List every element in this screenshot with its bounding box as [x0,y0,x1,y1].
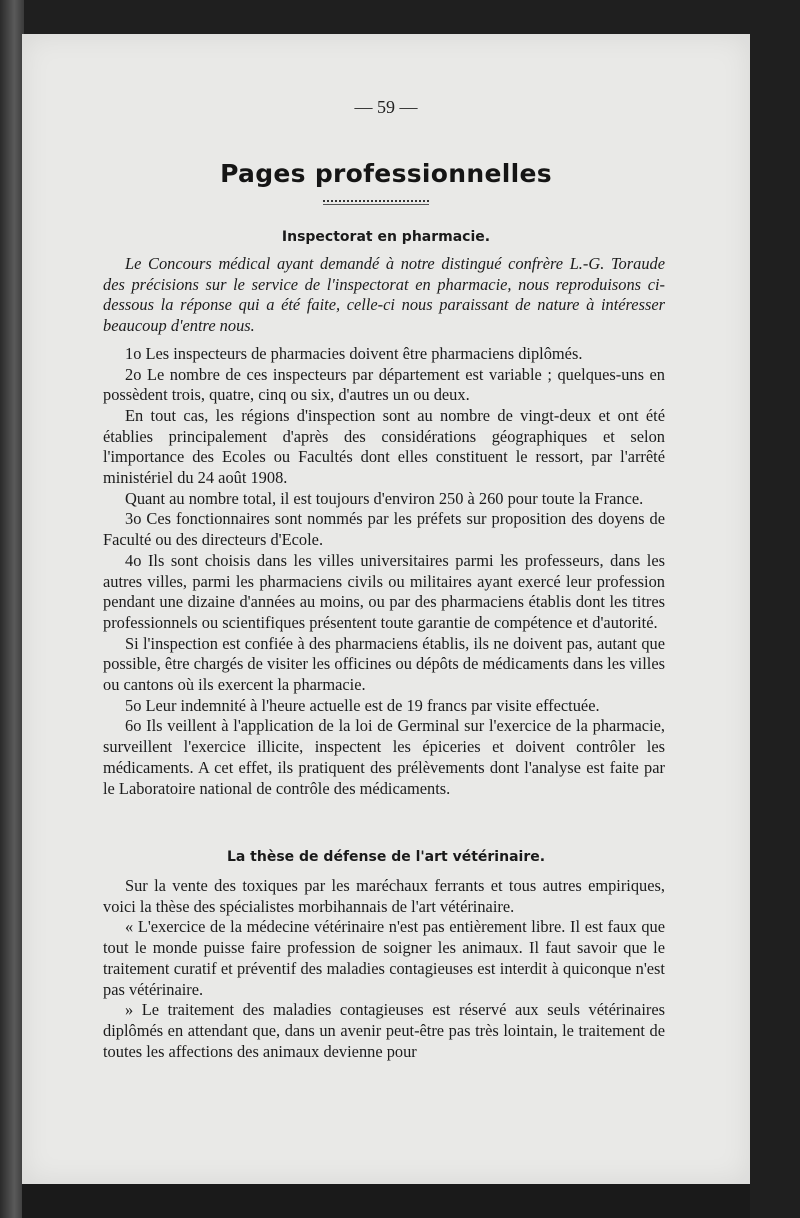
section-body-inspectorat [103,254,665,799]
paragraph: Si l'inspection est confiée à des pharmaciens établis, ils ne doivent pas, autant que possible, être chargés de visiter les officines ou dépôts de médicaments dans les villes ou cantons où ils exercent la pharmacie. [103,633,665,695]
page-bottom-shadow [22,1184,750,1218]
title-rule [323,200,429,202]
paragraph: 4o Ils sont choisis dans les villes universitaires parmi les professeurs, dans les autres villes, parmi les pharmaciens civils ou militaires ayant exercé leur profession pendant une dizaine d'années au moins, ou par des pharmaciens établis dont les titres professionnels ou scientifiques présentent toute garantie de compétence et d'autorité. [103,550,665,632]
intro-paragraph: Le Concours médical ayant demandé à notre distingué confrère L.-G. Toraude des précisions sur le service de l'inspectorat en pharmacie, nous reproduisons ci-dessous la réponse qui a été faite, celle-ci nous paraissant de nature à intéresser beaucoup d'entre nous. [103,254,665,336]
paragraph: 5o Leur indemnité à l'heure actuelle est de 19 francs par visite effectuée. [125,695,600,715]
document-page [22,34,750,1184]
page-title: Pages professionnelles [220,159,552,188]
page-number: — 59 — [354,97,418,117]
paragraph: En tout cas, les régions d'inspection sont au nombre de vingt-deux et ont été établies principalement d'après des considérations géographiques et selon l'importance des Ecoles ou Facultés dont elles constituent le ressort, par l'arrêté ministériel du 24 août 1908. [103,405,665,488]
paragraph: 6o Ils veillent à l'application de la loi de Germinal sur l'exercice de la pharmacie, surveillent l'exercice illicite, inspectent les épiceries et doivent contrôler les médicaments. A cet effet, ils pratiquent des prélèvements dont l'analyse est faite par le Laboratoire national de contrôle des médicaments. [103,716,665,798]
paragraph: « L'exercice de la médecine vétérinaire n'est pas entièrement libre. Il est faux que tout le monde puisse faire profession de soigner les animaux. Il faut savoir que le traitement curatif et préventif des maladies contagieuses est interdit à quiconque n'est pas vétérinaire. [103,917,665,999]
paragraph: Quant au nombre total, il est toujours d'environ 250 à 260 pour toute la France. [125,488,644,508]
paragraph: » Le traitement des maladies contagieuses est réservé aux seuls vétérinaires diplômés en attendant que, dans un avenir peut-être pas très lointain, le traitement de toutes les affections des animaux devienne pour [103,1000,665,1061]
paragraph: 3o Ces fonctionnaires sont nommés par les préfets sur proposition des doyens de Faculté ou des directeurs d'Ecole. [103,509,665,550]
title-rule-line [323,204,429,205]
section-heading-inspectorat: Inspectorat en pharmacie. [281,229,491,245]
paragraph: Sur la vente des toxiques par les maréchaux ferrants et tous autres empiriques, voici la thèse des spécialistes morbihannais de l'art vétérinaire. [103,876,665,916]
paragraph: 1o Les inspecteurs de pharmacies doivent être pharmaciens diplômés. [125,343,583,363]
section-heading-veterinaire: La thèse de défense de l'art vétérinaire. [226,849,546,865]
section-body-veterinaire [103,876,665,1062]
book-spine-edge [0,0,24,1218]
paragraph: 2o Le nombre de ces inspecteurs par département est variable ; quelques-uns en possèdent trois, quatre, cinq ou six, d'autres un ou deux. [103,364,665,405]
